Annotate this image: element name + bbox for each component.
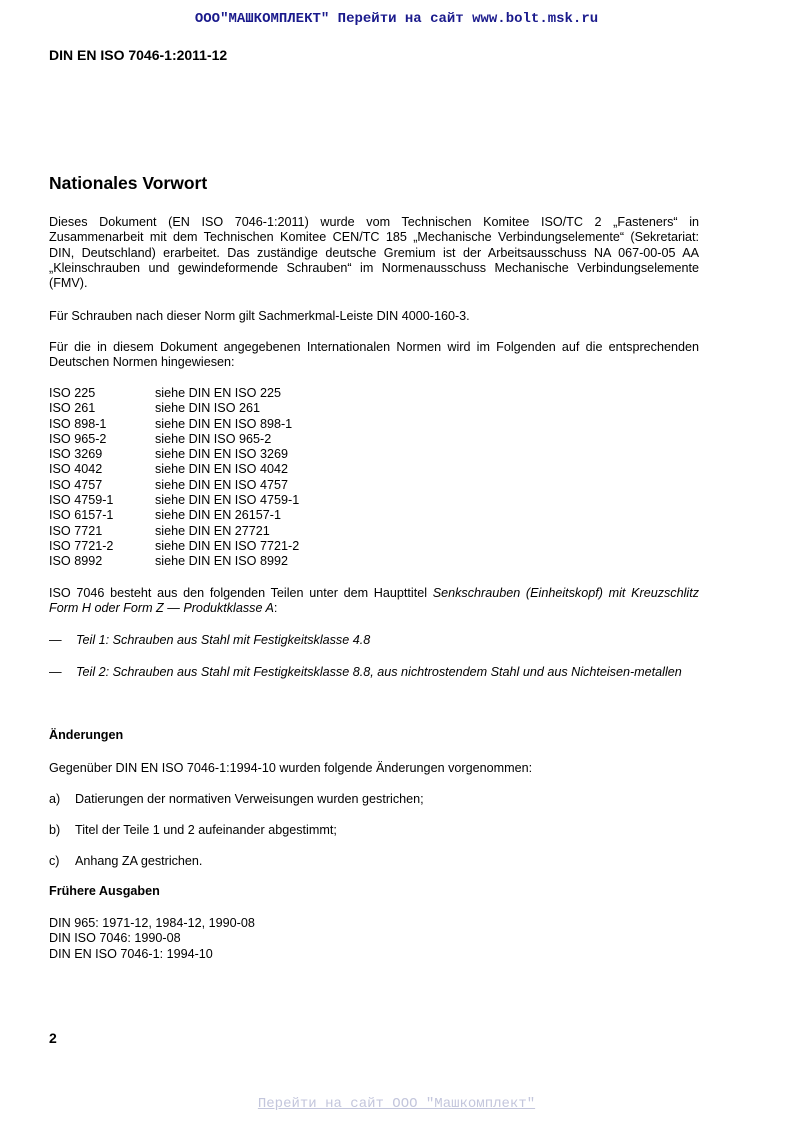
change-item bbox=[49, 823, 337, 838]
din-equivalent: siehe DIN EN ISO 3269 bbox=[155, 447, 288, 462]
changes-intro: Gegenüber DIN EN ISO 7046-1:1994-10 wurden folgende Änderungen vorgenommen: bbox=[49, 761, 533, 775]
item-text: Datierungen der normativen Verweisungen wurden gestrichen; bbox=[75, 792, 424, 806]
standard-row bbox=[49, 447, 299, 462]
parts-paragraph bbox=[49, 586, 699, 617]
page-number: 2 bbox=[49, 1030, 57, 1046]
previous-edition-line: DIN EN ISO 7046-1: 1994-10 bbox=[49, 946, 213, 961]
dash-marker: — bbox=[49, 665, 62, 679]
page-title: Nationales Vorwort bbox=[49, 173, 208, 193]
standard-row bbox=[49, 462, 299, 477]
iso-number: ISO 7721-2 bbox=[49, 538, 114, 553]
previous-editions-list bbox=[49, 916, 255, 962]
iso-number: ISO 8992 bbox=[49, 554, 103, 569]
previous-editions-heading: Frühere Ausgaben bbox=[49, 884, 160, 898]
standard-row bbox=[49, 478, 299, 493]
standard-row bbox=[49, 432, 299, 447]
din-equivalent: siehe DIN EN 27721 bbox=[155, 523, 270, 538]
dash-marker: — bbox=[49, 633, 62, 647]
standard-row bbox=[49, 524, 299, 539]
standard-row bbox=[49, 417, 299, 432]
standard-row bbox=[49, 386, 299, 401]
din-equivalent: siehe DIN EN ISO 4759-1 bbox=[155, 493, 300, 508]
iso-number: ISO 4042 bbox=[49, 462, 103, 477]
iso-number: ISO 4759-1 bbox=[49, 493, 114, 508]
din-equivalent: siehe DIN EN ISO 8992 bbox=[155, 554, 288, 569]
item-marker: b) bbox=[49, 823, 61, 837]
previous-edition-line: DIN ISO 7046: 1990-08 bbox=[49, 931, 181, 946]
iso-number: ISO 3269 bbox=[49, 447, 103, 462]
din-equivalent: siehe DIN EN ISO 4042 bbox=[155, 462, 288, 477]
intro-paragraph: Dieses Dokument (EN ISO 7046-1:2011) wurde vom Technischen Komitee ISO/TC 2 „Fasteners“ in Zusammenarbeit mit dem Technischen Komitee CEN/TC 185 „Mechanische Verbindungselemente“ (Sekretariat: DIN, Deutschland) erarbeitet. Das zuständige deutsche Gremium ist der Arbeitsausschuss NA 067-00-05 AA „Kleinschrauben und gewindeformende Schrauben“ im Normenausschuss Mechanische Verbindungselemente (FMV). bbox=[49, 215, 699, 291]
feature-list-paragraph: Für Schrauben nach dieser Norm gilt Sachmerkmal-Leiste DIN 4000-160-3. bbox=[49, 309, 470, 323]
din-equivalent: siehe DIN ISO 965-2 bbox=[155, 431, 272, 446]
part-item bbox=[49, 633, 699, 648]
din-equivalent: siehe DIN EN ISO 898-1 bbox=[155, 416, 293, 431]
part-text: Teil 2: Schrauben aus Stahl mit Festigkeitsklasse 8.8, aus nichtrostendem Stahl und aus Nichteisen-metallen bbox=[76, 665, 682, 679]
iso-number: ISO 965-2 bbox=[49, 431, 107, 446]
din-equivalent: siehe DIN ISO 261 bbox=[155, 401, 260, 416]
iso-number: ISO 4757 bbox=[49, 477, 103, 492]
iso-number: ISO 261 bbox=[49, 401, 96, 416]
standard-row bbox=[49, 539, 299, 554]
iso-number: ISO 898-1 bbox=[49, 416, 107, 431]
din-equivalent: siehe DIN EN ISO 4757 bbox=[155, 477, 288, 492]
changes-heading: Änderungen bbox=[49, 728, 124, 742]
iso-number: ISO 7721 bbox=[49, 523, 103, 538]
site-footer-link[interactable]: Перейти на сайт ООО "Машкомплект" bbox=[257, 1096, 536, 1112]
previous-edition-line: DIN 965: 1971-12, 1984-12, 1990-08 bbox=[49, 916, 255, 930]
change-item bbox=[49, 854, 202, 869]
standard-row bbox=[49, 401, 299, 416]
iso-number: ISO 225 bbox=[49, 386, 96, 400]
din-equivalent: siehe DIN EN ISO 7721-2 bbox=[155, 538, 300, 553]
parts-colon: : bbox=[273, 601, 278, 616]
change-item bbox=[49, 792, 424, 807]
part-item bbox=[49, 665, 699, 680]
item-marker: c) bbox=[49, 854, 60, 868]
item-text: Anhang ZA gestrichen. bbox=[75, 854, 203, 868]
standard-row bbox=[49, 508, 299, 523]
document-id: DIN EN ISO 7046-1:2011-12 bbox=[49, 47, 228, 63]
parts-intro-text: ISO 7046 besteht aus den folgenden Teilen unter dem Haupttitel bbox=[49, 586, 433, 600]
part-text: Teil 1: Schrauben aus Stahl mit Festigkeitsklasse 4.8 bbox=[76, 633, 371, 647]
din-equivalent: siehe DIN EN 26157-1 bbox=[155, 508, 282, 523]
site-banner-link[interactable]: ООО"МАШКОМПЛЕКТ" Перейти на сайт www.bolt.msk.ru bbox=[194, 11, 599, 27]
main-title-text: Senkschrauben (Einheitskopf) mit Kreuzschlitz Form H oder Form Z — Produktklasse A bbox=[49, 586, 699, 616]
item-marker: a) bbox=[49, 792, 61, 806]
item-text: Titel der Teile 1 und 2 aufeinander abgestimmt; bbox=[75, 823, 337, 837]
references-paragraph: Für die in diesem Dokument angegebenen Internationalen Normen wird im Folgenden auf die entsprechenden Deutschen Normen hingewiesen: bbox=[49, 340, 699, 370]
standard-row bbox=[49, 554, 299, 569]
standard-row bbox=[49, 493, 299, 508]
iso-number: ISO 6157-1 bbox=[49, 508, 114, 523]
standards-list bbox=[49, 386, 299, 570]
din-equivalent: siehe DIN EN ISO 225 bbox=[155, 386, 281, 400]
